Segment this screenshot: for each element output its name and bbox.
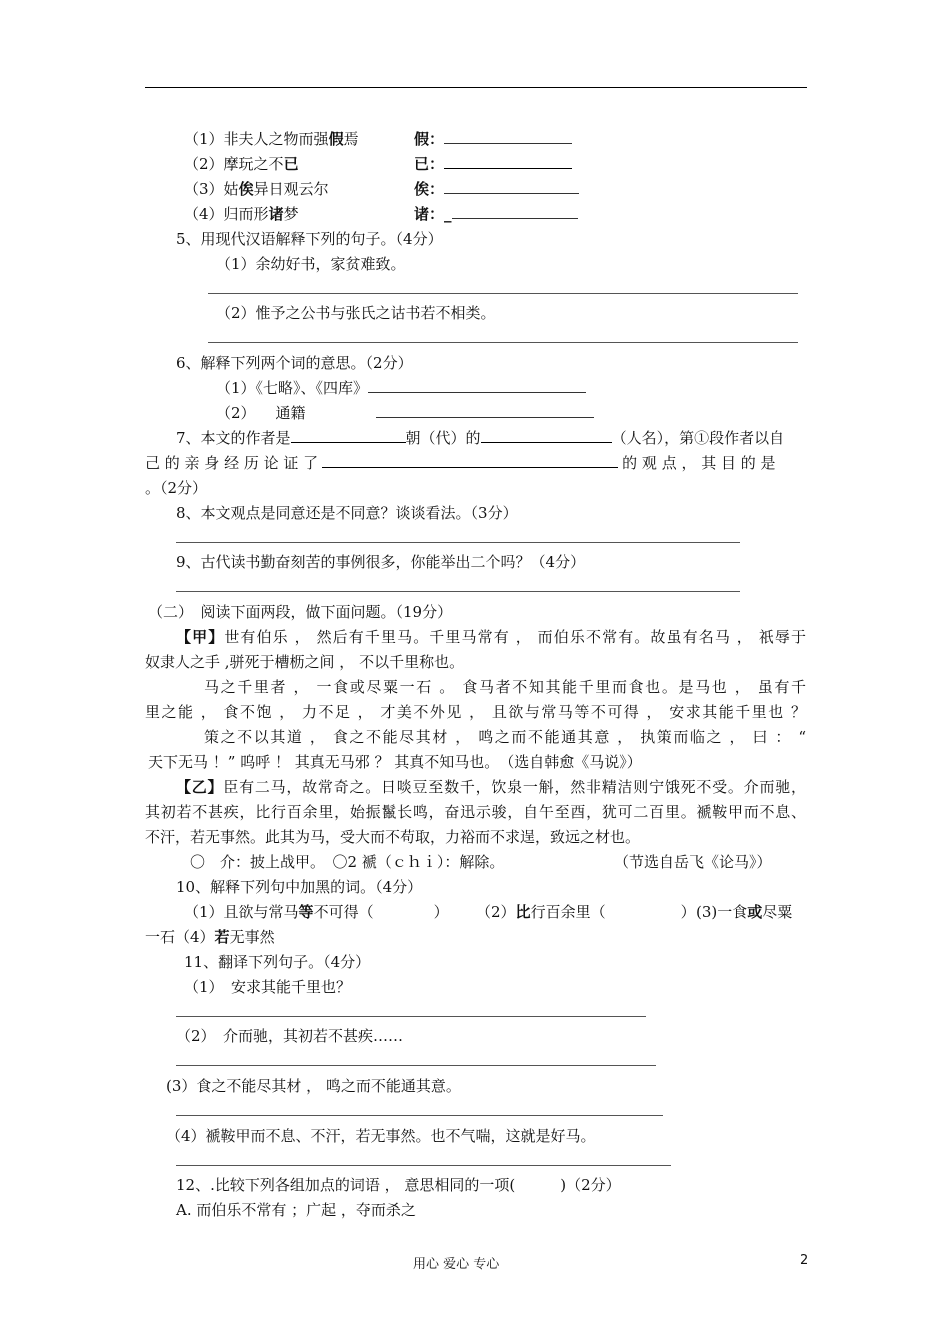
q5-sentence-2: （2）惟予之公书与张氏之诂书若不相类。 <box>216 304 496 322</box>
q10-items-line-1c: (3)一食或尽粟 <box>696 903 793 921</box>
answer-blank[interactable] <box>452 204 578 219</box>
q11-title: 11、翻译下列句子。（4分） <box>184 953 371 971</box>
q4-answer-3: 俟： <box>414 178 579 199</box>
answer-blank[interactable] <box>322 453 618 468</box>
answer-line[interactable] <box>176 591 740 592</box>
answer-line[interactable] <box>176 542 740 543</box>
passage-yi-line-3: 不汗，若无事然。此其为马，受大而不苟取，力裕而不求逞，致远之材也。 <box>145 828 641 846</box>
q4-answer-1: 假： <box>414 128 572 149</box>
annotation-source: （节选自岳飞《论马》） <box>614 853 772 871</box>
passage-jia-line-3: 马之千里者 ， 一食或尽粟一石 。 食马者不知其能千里而食也。是马也 ， 虽有千 <box>204 678 806 696</box>
q11-sentence-1: （1） 安求其能千里也？ <box>184 978 352 996</box>
passage-jia-line-5: 策之不以其道 ， 食之不能尽其材 ， 鸣之而不能通其意 ， 执策而临之 ， 曰 ： “ <box>204 728 806 746</box>
answer-blank[interactable] <box>481 428 612 443</box>
q12-option-a: A. 而伯乐不常有 ；广起 ，夺而杀之 <box>176 1201 416 1219</box>
passage-jia-line-4: 里之能 ， 食不饱 ， 力不足 ， 才美不外见 ， 且欲与常马等不可得 ， 安求其能千里也 ？ <box>145 703 806 721</box>
q10-items-line-2: 一石（4）若无事然 <box>145 928 275 946</box>
passage-jia-line-6: 天下无马 ！” 呜呼 ！ 其真无马邪 ？ 其真不知马也。 （选自韩愈《马说》） <box>148 753 642 771</box>
q7-line-1: 7、本文的作者是 朝（代）的 （人名），第①段作者以自 <box>176 429 785 447</box>
answer-line[interactable] <box>208 342 798 343</box>
passage-jia-line-1: 【甲】世有伯乐 ， 然后有千里马。千里马常有 ， 而伯乐不常有。故虽有名马 ， 祇辱于 <box>176 628 806 646</box>
passage-yi-line-2: 其初若不甚疾，比行百余里，始振鬣长鸣，奋迅示骏，自午至酉，犹可二百里。褫鞍甲而不息、 <box>145 803 806 821</box>
answer-blank[interactable] <box>291 428 406 443</box>
answer-line[interactable] <box>176 1115 663 1116</box>
answer-blank[interactable] <box>444 129 572 144</box>
q4-row-3: （3）姑俟异日观云尔 <box>184 180 329 198</box>
q10-items-line-1: （1）且欲与常马等不可得（ ） <box>184 903 449 921</box>
q6-item-2: （2） 通籍 <box>216 402 594 423</box>
q10-title: 10、解释下列句中加黑的词。（4分） <box>176 878 423 896</box>
answer-blank[interactable] <box>444 154 572 169</box>
q4-answer-2: 已： <box>414 153 572 174</box>
annotation-notes: 〇 介：披上战甲。 〇2 褫（ｃｈｉ）：解除。 <box>190 853 505 871</box>
q9-title: 9、古代读书勤奋刻苦的事例很多，你能举出二个吗？（4分） <box>176 553 586 571</box>
q12-title: 12、.比较下列各组加点的词语 ， 意思相同的一项( )（2分） <box>176 1176 621 1194</box>
q4-answer-4: 诸：_ <box>414 203 578 224</box>
passage-jia-line-2: 奴隶人之手 ,骈死于槽枥之间 ， 不以千里称也。 <box>145 653 465 671</box>
page-number: 2 <box>800 1253 809 1268</box>
header-rule <box>145 87 807 88</box>
section-2-heading: （二） 阅读下面两段，做下面问题。（19分） <box>148 603 453 621</box>
answer-blank[interactable] <box>444 179 579 194</box>
q7-line-2: 己 的 亲 身 经 历 论 证 了 的 观 点 ， 其 目 的 是 <box>145 454 776 472</box>
q6-title: 6、解释下列两个词的意思。（2分） <box>176 354 413 372</box>
q11-sentence-4: （4）褫鞍甲而不息、不汗，若无事然。也不气喘，这就是好马。 <box>166 1127 596 1145</box>
footer-slogan: 用心 爱心 专心 <box>413 1257 500 1272</box>
q11-sentence-2: （2） 介而驰，其初若不甚疾…… <box>176 1027 404 1045</box>
q8-title: 8、本文观点是同意还是不同意？谈谈看法。（3分） <box>176 504 518 522</box>
passage-yi-line-1: 【乙】臣有二马，故常奇之。日啖豆至数千，饮泉一斛，然非精洁则宁饿死不受。介而驰， <box>176 778 806 796</box>
answer-line[interactable] <box>208 293 798 294</box>
answer-blank[interactable] <box>368 378 586 393</box>
q4-row-1: （1）非夫人之物而强假焉 <box>184 130 359 148</box>
q4-row-4: （4）归而形诸梦 <box>184 205 299 223</box>
q4-row-2: （2）摩玩之不已 <box>184 155 299 173</box>
q11-sentence-3: (3）食之不能尽其材 ， 鸣之而不能通其意。 <box>166 1077 461 1095</box>
q7-line-3: 。（2分） <box>145 479 208 497</box>
q5-title: 5、用现代汉语解释下列的句子。（4分） <box>176 230 443 248</box>
answer-blank[interactable] <box>376 403 594 418</box>
q10-items-line-1b: （2）比行百余里（ ） <box>476 903 696 921</box>
q5-sentence-1: （1）余幼好书，家贫难致。 <box>216 255 406 273</box>
answer-line[interactable] <box>176 1065 656 1066</box>
answer-line[interactable] <box>176 1165 671 1166</box>
answer-line[interactable] <box>176 1016 646 1017</box>
q6-item-1: （1）《七略》、《四库》 <box>216 377 586 398</box>
